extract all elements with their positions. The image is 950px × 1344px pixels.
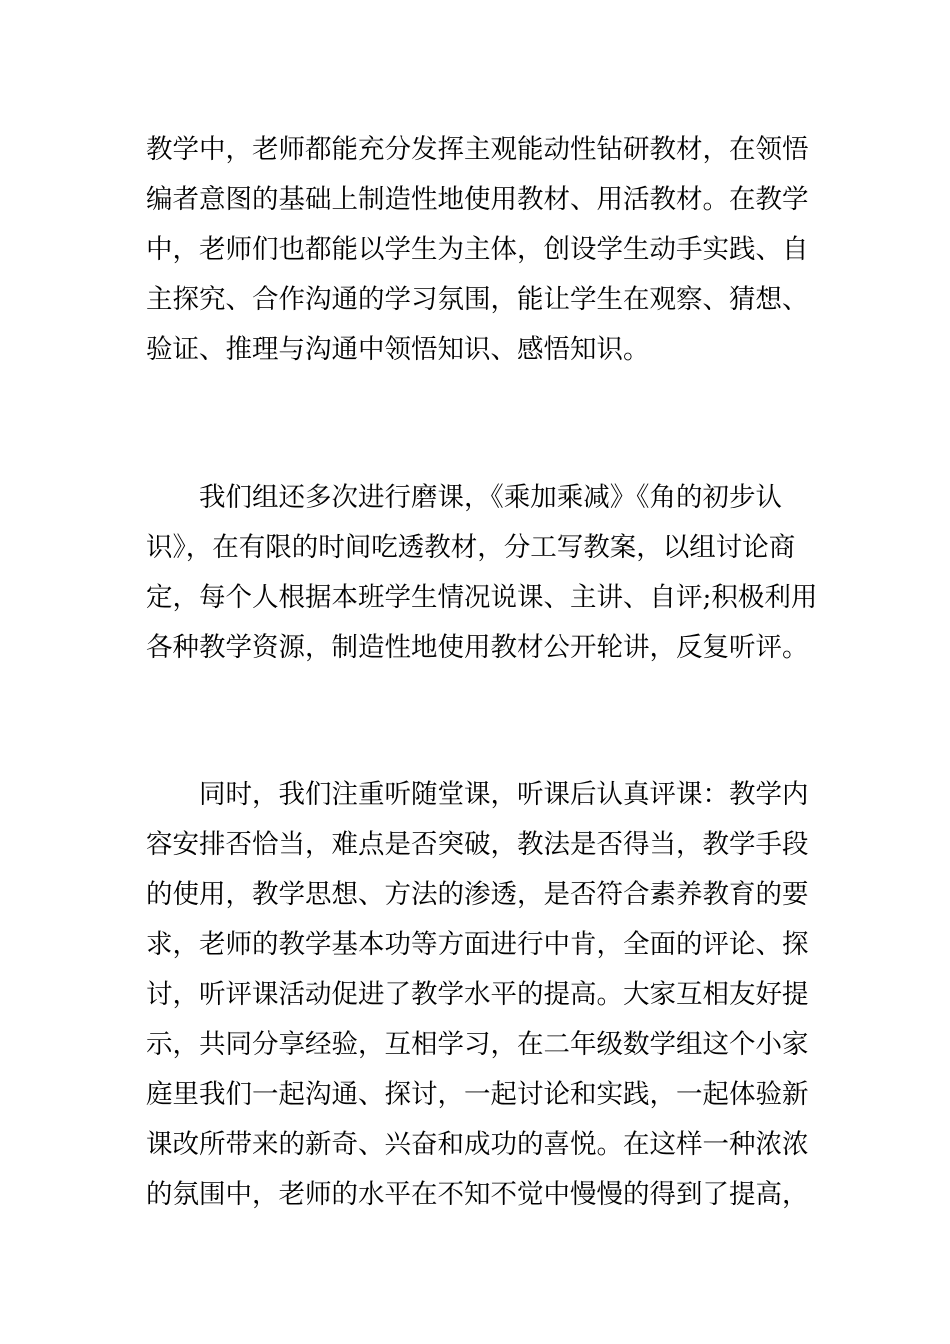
paragraph-3-line-6: 示，共同分享经验，互相学习，在二年级数学组这个小家 [146,1029,809,1060]
paragraph-1-line-4: 主探究、合作沟通的学习氛围，能让学生在观察、猜想、 [146,284,809,315]
paragraph-1-line-2: 编者意图的基础上制造性地使用教材、用活教材。在教学 [146,184,809,215]
paragraph-3-line-4: 求，老师的教学基本功等方面进行中肯，全面的评论、探 [146,929,809,960]
paragraph-1-line-3: 中，老师们也都能以学生为主体，创设学生动手实践、自 [146,234,809,265]
paragraph-1-line-1: 教学中，老师都能充分发挥主观能动性钻研教材，在领悟 [146,134,809,165]
paragraph-2-line-3: 定，每个人根据本班学生情况说课、主讲、自评;积极利用 [146,582,818,613]
paragraph-3-line-3: 的使用，教学思想、方法的渗透，是否符合素养教育的要 [146,879,809,910]
paragraph-3-line-2: 容安排否恰当，难点是否突破，教法是否得当，教学手段 [146,829,809,860]
paragraph-3-line-7: 庭里我们一起沟通、探讨，一起讨论和实践，一起体验新 [146,1079,809,1110]
paragraph-3-line-1: 同时，我们注重听随堂课，听课后认真评课：教学内 [199,779,809,810]
paragraph-2-line-4: 各种教学资源，制造性地使用教材公开轮讲，反复听评。 [146,632,809,663]
paragraph-3-line-9: 的氛围中，老师的水平在不知不觉中慢慢的得到了提高， [146,1179,809,1210]
paragraph-1-line-5: 验证、推理与沟通中领悟知识、感悟知识。 [146,334,650,365]
paragraph-2-line-1: 我们组还多次进行磨课，《乘加乘减》《角的初步认 [199,482,782,513]
paragraph-2-line-2: 识》，在有限的时间吃透教材，分工写教案，以组讨论商 [146,532,796,563]
paragraph-3-line-5: 讨，听评课活动促进了教学水平的提高。大家互相友好提 [146,979,809,1010]
paragraph-3-line-8: 课改所带来的新奇、兴奋和成功的喜悦。在这样一种浓浓 [146,1129,809,1160]
